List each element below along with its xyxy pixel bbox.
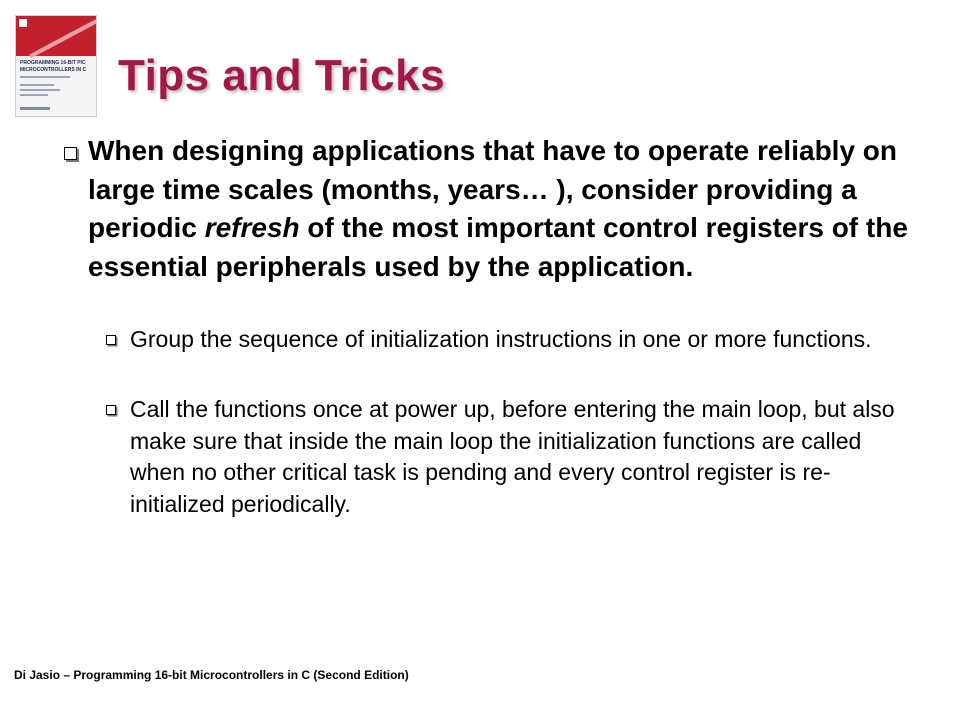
slide-title: Tips and Tricks (118, 51, 446, 100)
square-bullet-icon (64, 147, 77, 160)
slide-footer: Di Jasio – Programming 16-bit Microcontrollers in C (Second Edition) (14, 668, 409, 682)
square-bullet-icon (106, 335, 116, 345)
sub-bullet-text: Group the sequence of initialization instructions in one or more functions. (130, 326, 872, 352)
main-bullet-text (88, 132, 908, 286)
square-bullet-icon (106, 405, 116, 415)
main-bullet-text-start: When designing applications that have to operate reliably on large time scales (months, years… ), consider providing a periodic (88, 135, 898, 243)
main-bullet-text-end: of the most important control registers of the essential peripherals used by the application. (88, 212, 908, 282)
sub-bullet-text: Call the functions once at power up, before entering the main loop, but also make sure that inside the main loop the initialization functions are called when no other critical task is pending and every control register is re-initialized periodically. (130, 396, 895, 517)
book-cover-image: PROGRAMMING 16-BIT PIC MICROCONTROLLERS IN C (15, 15, 97, 117)
main-bullet-emphasis: refresh (204, 212, 300, 243)
